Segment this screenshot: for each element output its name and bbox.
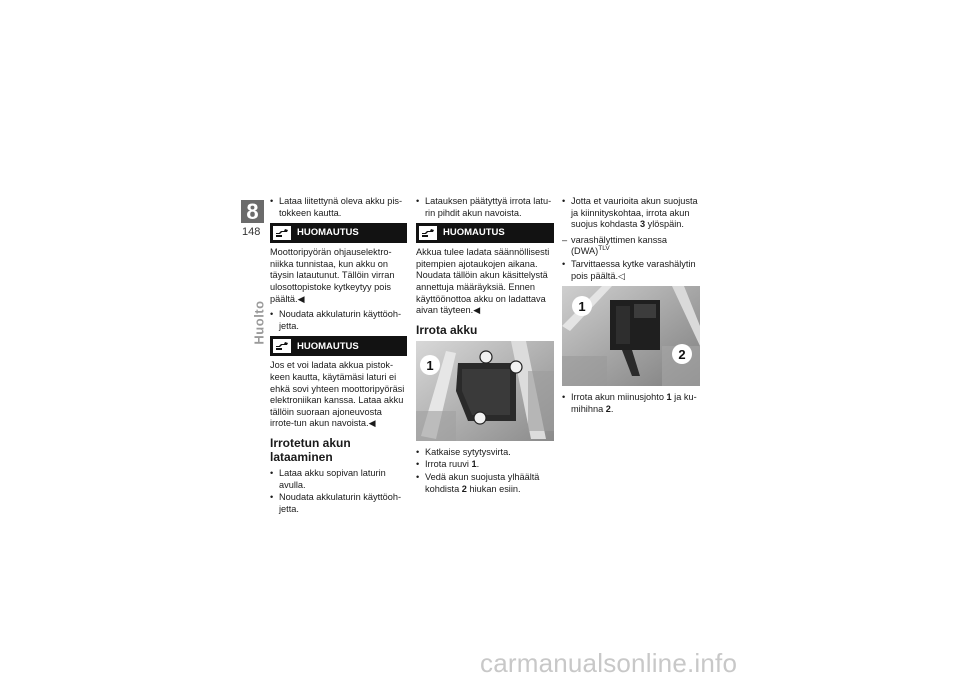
- notice-label: HUOMAUTUS: [443, 227, 505, 239]
- section-heading: Irrota akku: [416, 322, 478, 337]
- wrench-hand-icon: [273, 339, 291, 353]
- battery-cover-photo: [416, 341, 554, 441]
- section-heading: Irrotetun akun lataaminen: [270, 435, 351, 464]
- paragraph: Moottoripyörän ohjauselektro-niikka tunnistaa, kun akku on täysin latautunut. Tällöin virran ulosottopistoke kytkeytyy pois päältä.◀: [270, 247, 395, 304]
- list-item: • Tarvittaessa kytke varashälytin pois päältä.◁: [562, 259, 700, 282]
- notice-banner: [270, 336, 407, 356]
- callout-1: [420, 355, 440, 375]
- watermark: carmanualsonline.info: [480, 648, 738, 678]
- battery-terminal-photo: [562, 286, 700, 386]
- wrench-hand-icon: [419, 226, 437, 240]
- page-number: 148: [242, 226, 261, 238]
- column-1: [270, 196, 407, 516]
- paragraph: Akkua tulee ladata säännöllisesti pitempien ajotaukojen aikana. Noudata tällöin akun käsittelystä annettuja määräyksiä. Ennen käyttöönottoa akku on ladattava aivan täyteen.◀: [416, 247, 550, 316]
- list-item: • Vedä akun suojusta ylhäältä kohdista 2 hiukan esiin.: [416, 472, 554, 495]
- list-item: • Latauksen päätyttyä irrota latu-rin pihdit akun navoista.: [416, 196, 554, 219]
- condition-item: – varashälyttimen kanssa (DWA)$^{TLV}$: [562, 235, 700, 258]
- list-item: • Irrota akun miinusjohto 1 ja ku-mihihna 2.: [562, 392, 700, 415]
- section-title: Huolto: [251, 300, 267, 345]
- callout-2: [672, 344, 692, 364]
- list-item: • Jotta et vaurioita akun suojusta ja kiinnityskohtaa, irrota akun suojus kohdasta 3 ylöspäin.: [562, 196, 700, 231]
- list-item: • Noudata akkulaturin käyttöoh-jetta.: [270, 492, 407, 515]
- list-item: • Lataa liitettynä oleva akku pis-tokkeen kautta.: [270, 196, 407, 219]
- callout-label: 1: [426, 357, 434, 373]
- callout-1: [572, 296, 592, 316]
- callout-label: 1: [578, 299, 586, 315]
- column-3: [562, 196, 700, 416]
- list-item: • Lataa akku sopivan laturin avulla.: [270, 468, 407, 491]
- notice-banner: [270, 223, 407, 243]
- notice-label: HUOMAUTUS: [297, 227, 359, 239]
- list-item: • Irrota ruuvi 1.: [416, 459, 554, 471]
- notice-banner: [416, 223, 554, 243]
- list-item: • Katkaise sytytysvirta.: [416, 447, 554, 459]
- wrench-hand-icon: [273, 226, 291, 240]
- list-item: • Noudata akkulaturin käyttöoh-jetta.: [270, 309, 407, 332]
- notice-label: HUOMAUTUS: [297, 340, 359, 352]
- callout-label: 2: [678, 347, 686, 363]
- column-2: [416, 196, 554, 496]
- paragraph: Jos et voi ladata akkua pistok-keen kautta, käytämäsi laturi ei ehkä sovi yhteen moottoripyöräsi elektroniikan kanssa. Lataa akku tällöin suoraan ajoneuvosta irrote-tun akun navoista.◀: [270, 360, 405, 429]
- chapter-number: 8: [241, 200, 264, 223]
